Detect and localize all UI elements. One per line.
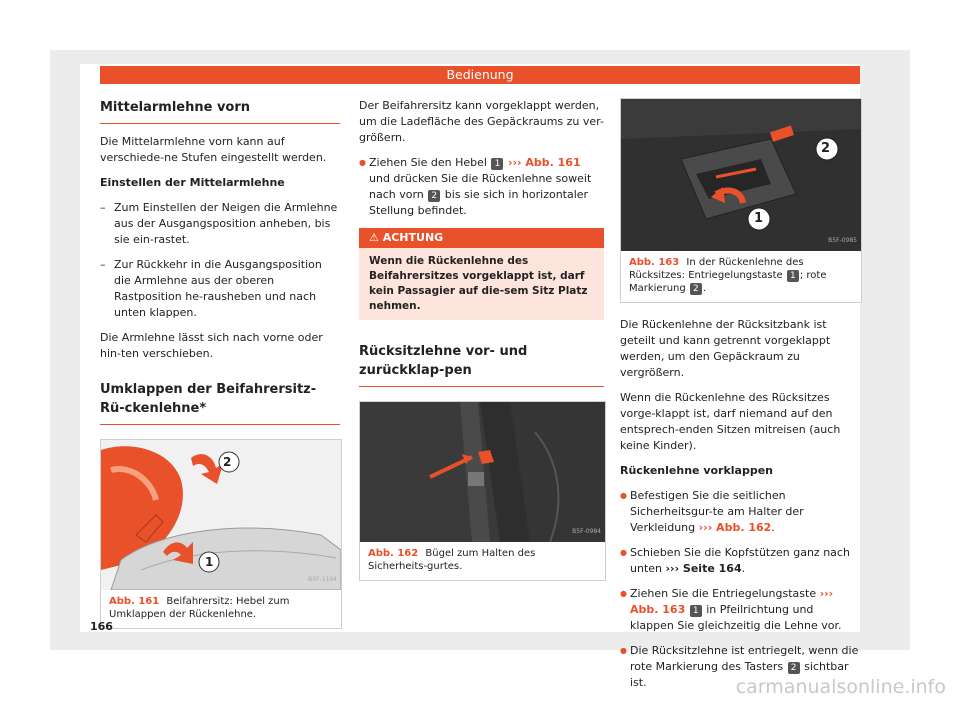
callout-number: 1 bbox=[491, 158, 503, 170]
callout-number: 1 bbox=[690, 605, 702, 617]
bullet-item bbox=[620, 586, 860, 634]
caption-text: Beifahrersitz: Hebel zum Umklappen der Rückenlehne. bbox=[109, 596, 290, 620]
callout-number: 2 bbox=[690, 283, 702, 295]
warning-icon: ⚠ bbox=[369, 231, 379, 244]
cross-reference[interactable]: ››› Abb. 162 bbox=[698, 521, 772, 534]
figure-code: B5F-1104 bbox=[308, 576, 337, 583]
text: . bbox=[771, 521, 775, 534]
callout-number: 1 bbox=[787, 270, 799, 282]
bullet-item bbox=[359, 155, 604, 219]
seat-belt-holder-illustration bbox=[360, 402, 605, 542]
caption-text: . bbox=[702, 283, 707, 294]
paragraph: Die Rückenlehne der Rücksitzbank ist geteilt und kann getrennt vorgeklappt werden, um den Gepäckraum zu vergrößern. bbox=[620, 318, 831, 379]
callout-number: 2 bbox=[428, 190, 440, 202]
text: bis sie sich in horizontaler Stellung befindet. bbox=[369, 188, 589, 217]
bullet-item bbox=[620, 488, 860, 536]
callout-number: 2 bbox=[788, 662, 800, 674]
text: Ziehen Sie den Hebel bbox=[369, 156, 487, 169]
text: in Pfeilrichtung und klappen Sie gleichzeitig die Lehne vor. bbox=[630, 603, 842, 632]
cross-reference[interactable]: ››› Seite 164 bbox=[665, 562, 742, 575]
seat-lever-illustration bbox=[101, 440, 341, 590]
figure-caption bbox=[101, 590, 341, 628]
section-header: Bedienung bbox=[100, 66, 860, 84]
column-1 bbox=[100, 98, 340, 629]
paragraph: Wenn die Rückenlehne des Rücksitzes vorge-klappt ist, darf niemand auf den entsprech-enden Sitzen mitreisen (auch keine Kinder). bbox=[620, 391, 841, 452]
text: Die Rücksitzlehne ist entriegelt, wenn die rote Markierung des Tasters bbox=[630, 644, 859, 673]
callout-number: 2 bbox=[821, 141, 831, 156]
subheading: Einstellen der Mittelarmlehne bbox=[100, 176, 285, 189]
column-3 bbox=[620, 98, 860, 700]
figure-caption bbox=[360, 542, 605, 580]
text: Befestigen Sie die seitlichen Sicherheitsgur-te am Halter der Verkleidung bbox=[630, 489, 804, 534]
warning-text: Wenn die Rückenlehne des Beifahrersitzes vorgeklappt ist, darf kein Passagier auf die-sem Sitz Platz nehmen. bbox=[369, 255, 588, 312]
column-2 bbox=[359, 98, 604, 581]
paragraph: Die Armlehne lässt sich nach vorne oder hin-ten verschieben. bbox=[100, 331, 323, 360]
section-title: Umklappen der Beifahrersitz-Rü-ckenlehne* bbox=[100, 382, 317, 416]
section-title: Mittelarmlehne vorn bbox=[100, 100, 251, 115]
caption-text: In der Rückenlehne des Rücksitzes: Entriegelungstaste bbox=[629, 257, 804, 281]
text: . bbox=[741, 562, 746, 575]
caption-text: ; rote Markierung bbox=[629, 270, 827, 294]
warning-header bbox=[359, 228, 604, 248]
figure-162 bbox=[359, 401, 606, 581]
cross-reference[interactable]: ››› Abb. 163 bbox=[630, 587, 834, 616]
figure-label: Abb. 161 bbox=[109, 596, 160, 607]
figure-163 bbox=[620, 98, 862, 303]
figure-image bbox=[621, 99, 861, 251]
figure-label: Abb. 162 bbox=[368, 548, 419, 559]
callout-number: 1 bbox=[754, 211, 764, 226]
bullet-item bbox=[620, 545, 860, 577]
page-number: 166 bbox=[90, 620, 113, 633]
figure-image bbox=[101, 440, 341, 590]
figure-code: B5F-0985 bbox=[828, 237, 857, 244]
watermark: carmanualsonline.info bbox=[735, 676, 946, 698]
paragraph: Der Beifahrersitz kann vorgeklappt werden, um die Ladefläche des Gepäckraums zu ver-größern. bbox=[359, 99, 604, 144]
paragraph: Die Mittelarmlehne vorn kann auf verschiede-ne Stufen eingestellt werden. bbox=[100, 135, 327, 164]
step-item: – Zum Einstellen der Neigen die Armlehne aus der Ausgangsposition anheben, bis sie ein-rastet. bbox=[100, 200, 340, 248]
text: Schieben Sie die Kopfstützen ganz nach unten bbox=[630, 546, 850, 575]
text: Ziehen Sie die Entriegelungstaste bbox=[630, 587, 817, 600]
warning-title: ACHTUNG bbox=[382, 231, 444, 244]
callout-number: 1 bbox=[205, 555, 214, 569]
text: und drücken Sie die Rückenlehne soweit nach vorn bbox=[369, 172, 592, 201]
warning-box bbox=[359, 228, 604, 320]
figure-code: B5F-0984 bbox=[572, 528, 601, 535]
figure-caption bbox=[621, 251, 861, 302]
figure-image bbox=[360, 402, 605, 542]
section-title: Rücksitzlehne vor- und zurückklap-pen bbox=[359, 344, 528, 378]
text: sichtbar ist. bbox=[630, 660, 849, 689]
step-item: – Zur Rückkehr in die Ausgangsposition die Armlehne aus der oberen Rastposition he-rausheben und nach unten klappen. bbox=[100, 257, 340, 321]
figure-label: Abb. 163 bbox=[629, 257, 680, 268]
figure-161 bbox=[100, 439, 342, 629]
cross-reference[interactable]: ››› Abb. 161 bbox=[507, 156, 581, 169]
caption-text: Bügel zum Halten des Sicherheits-gurtes. bbox=[368, 548, 536, 572]
subheading: Rückenlehne vorklappen bbox=[620, 464, 774, 477]
callout-number: 2 bbox=[223, 455, 232, 469]
release-button-illustration bbox=[621, 99, 861, 251]
